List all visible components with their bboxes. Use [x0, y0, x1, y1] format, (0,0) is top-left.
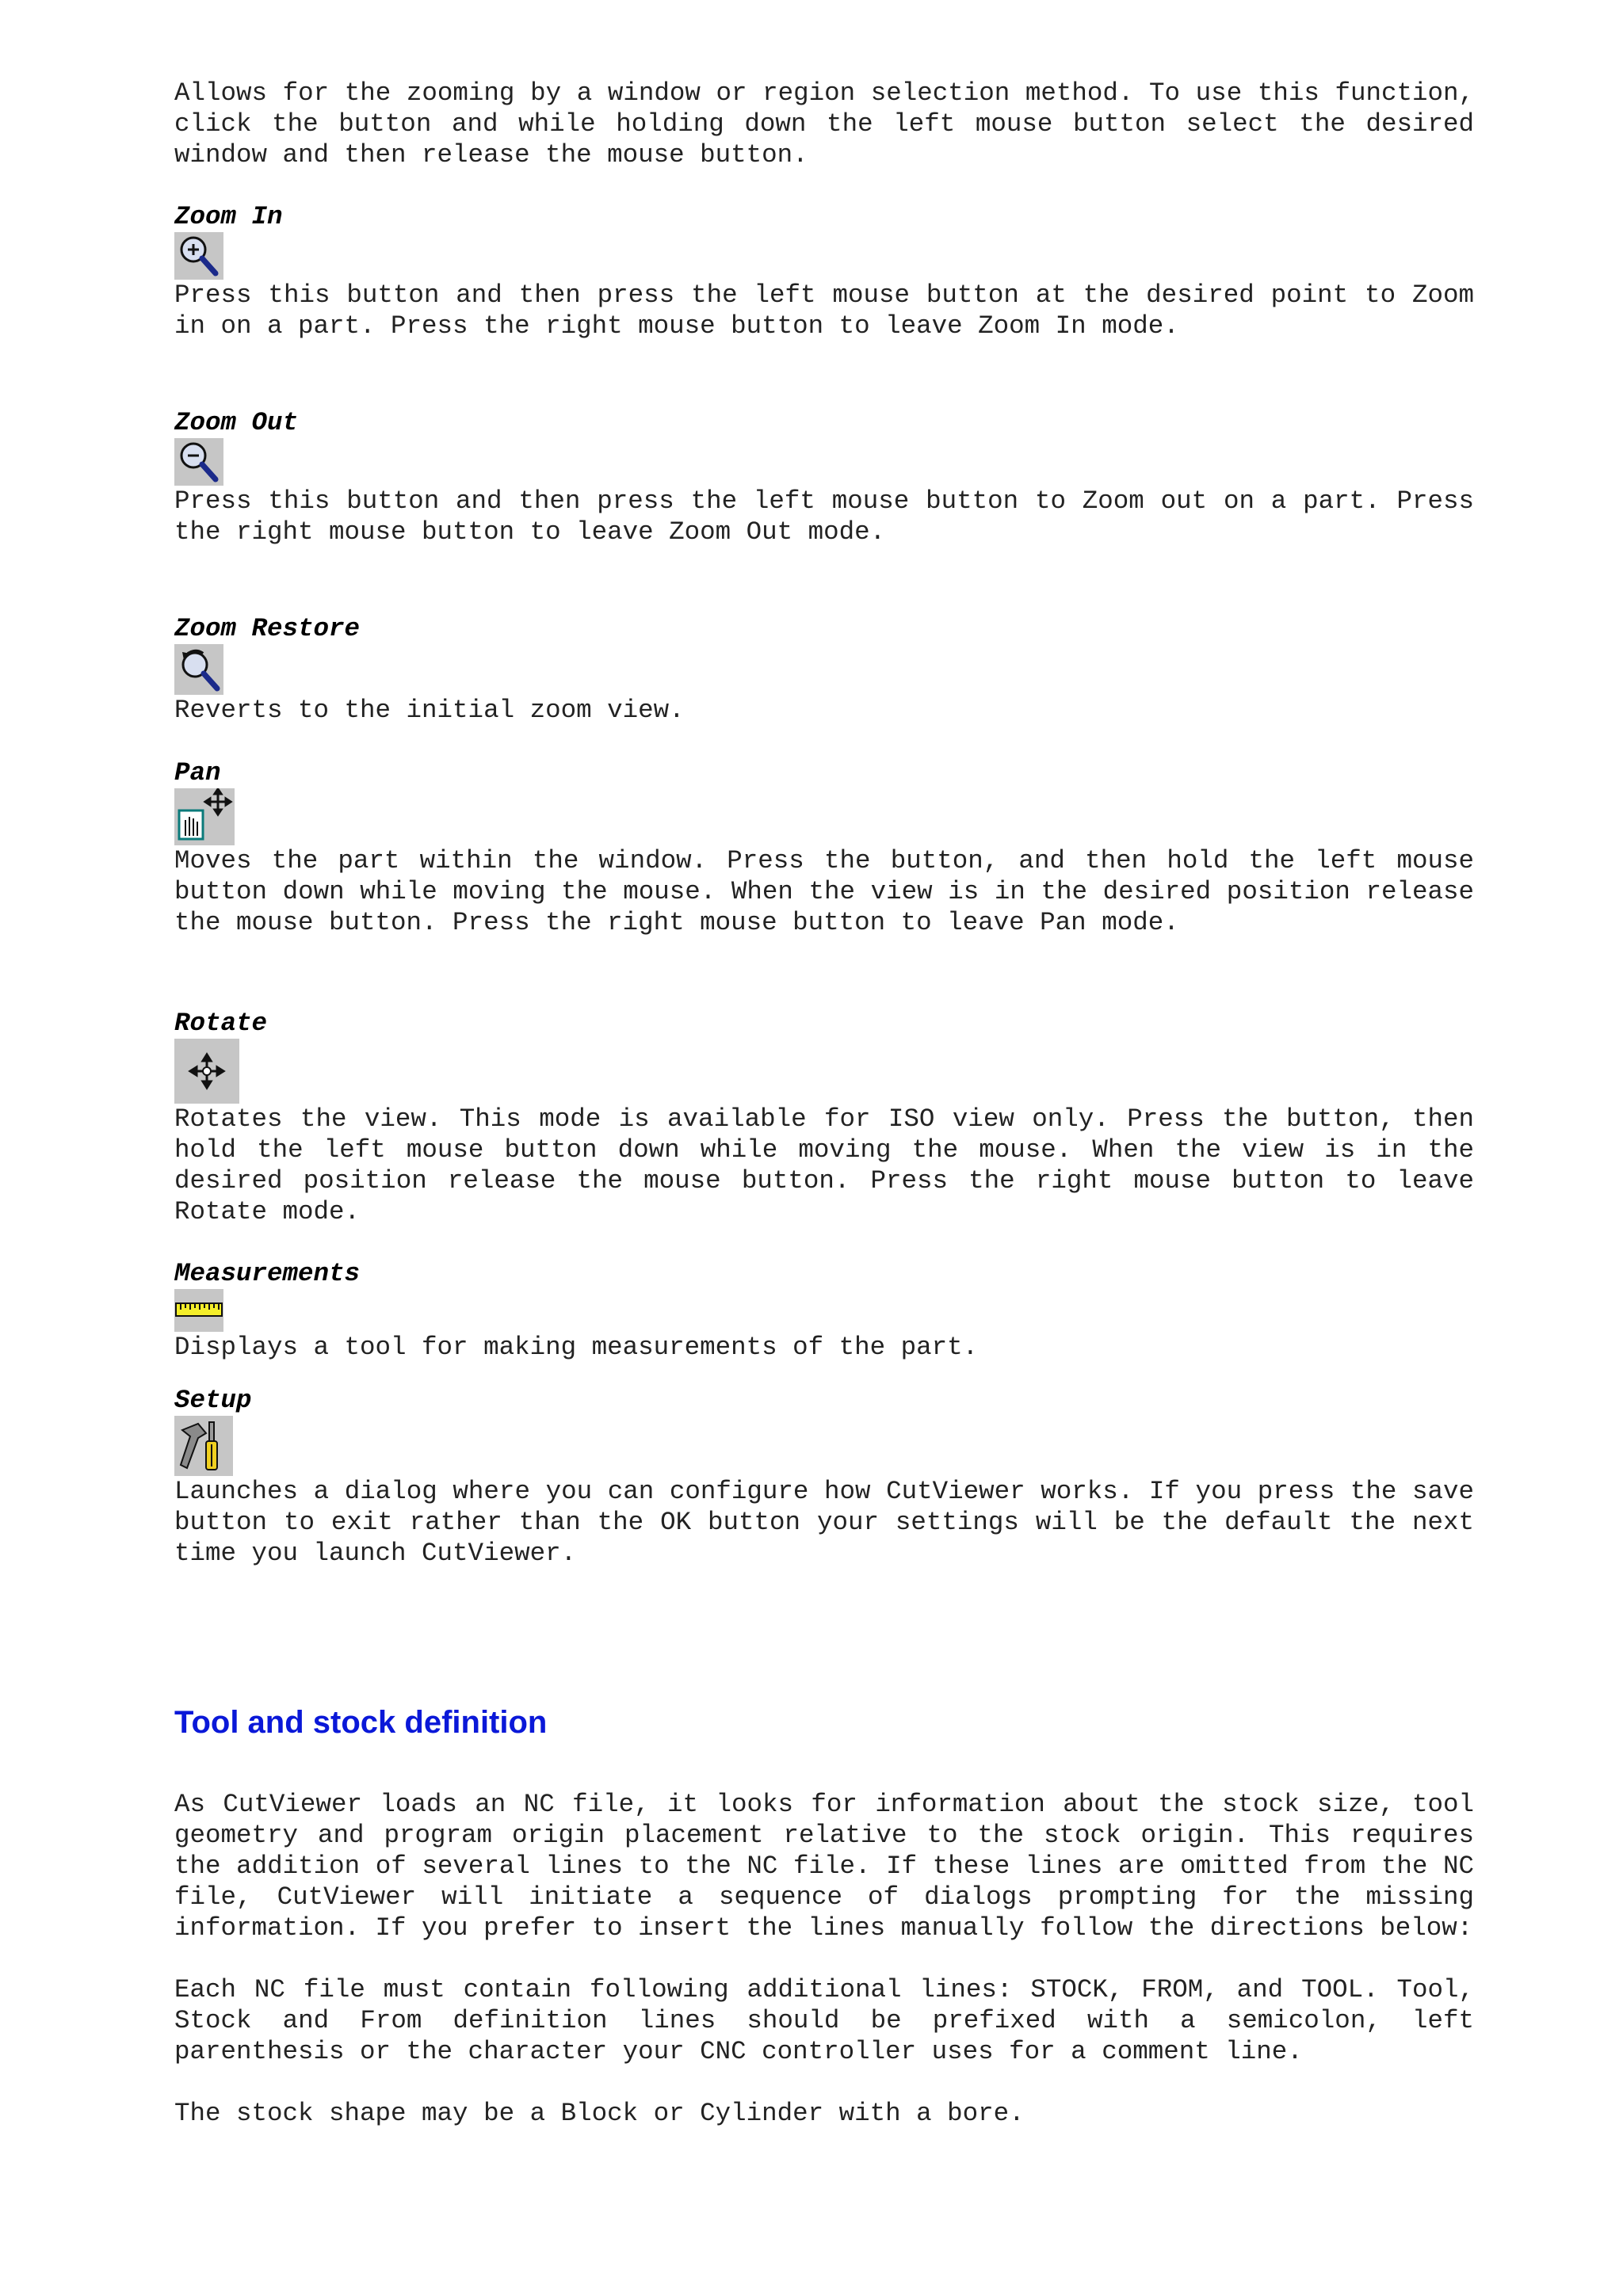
pan-heading: Pan — [174, 758, 221, 788]
zoom-in-heading: Zoom In — [174, 202, 283, 231]
rotate-heading: Rotate — [174, 1009, 268, 1038]
pan-section — [174, 757, 1474, 938]
zoom-restore-icon[interactable] — [174, 644, 223, 695]
zoom-in-icon[interactable] — [174, 232, 223, 280]
pan-hand-icon[interactable] — [174, 788, 235, 845]
section-body — [174, 1789, 1474, 2129]
setup-description: Launches a dialog where you can configure how CutViewer works. If you press the save button to exit rather than the OK button your settings will be the default the next time you launch CutViewer. — [174, 1477, 1474, 1568]
zoom-in-description: Press this button and then press the left mouse button at the desired point to Zoom in on a part. Press the right mouse button to leave Zoom In mode. — [174, 280, 1474, 341]
zoom-out-section — [174, 407, 1474, 547]
measurements-description: Displays a tool for making measurements of the part. — [174, 1333, 979, 1362]
zoom-out-icon[interactable] — [174, 438, 223, 486]
section-paragraph-2: Each NC file must contain following additional lines: STOCK, FROM, and TOOL. Tool, Stock and From definition lines should be prefixed with a semicolon, left parenthesis or the character your CNC controller uses for a comment line. — [174, 1975, 1474, 2066]
zoom-in-section — [174, 201, 1474, 341]
measurements-heading: Measurements — [174, 1259, 361, 1288]
section-title: Tool and stock definition — [174, 1705, 548, 1740]
intro-block — [174, 78, 1474, 170]
zoom-restore-heading: Zoom Restore — [174, 614, 361, 643]
intro-paragraph: Allows for the zooming by a window or region selection method. To use this function, click the button and while holding down the left mouse button select the desired window and then release the mouse button. — [174, 78, 1474, 170]
pan-description: Moves the part within the window. Press the button, and then hold the left mouse button down while moving the mouse. When the view is in the desired position release the mouse button. Press the right mouse button to leave Pan mode. — [174, 846, 1474, 937]
setup-tools-icon[interactable] — [174, 1416, 233, 1476]
measurements-section — [174, 1258, 1474, 1363]
zoom-restore-section — [174, 613, 1474, 726]
rotate-description: Rotates the view. This mode is available for ISO view only. Press the button, then hold the left mouse button down while moving the mouse. When the view is in the desired position release the mouse button. Press the right mouse button to leave Rotate mode. — [174, 1104, 1474, 1226]
zoom-restore-description: Reverts to the initial zoom view. — [174, 696, 685, 725]
setup-section — [174, 1385, 1474, 1569]
section-paragraph-3: The stock shape may be a Block or Cylinder with a bore. — [174, 2099, 1025, 2128]
setup-heading: Setup — [174, 1386, 252, 1415]
ruler-icon[interactable] — [174, 1289, 223, 1332]
rotate-arrows-icon[interactable] — [174, 1039, 239, 1104]
zoom-out-heading: Zoom Out — [174, 408, 299, 437]
rotate-section — [174, 1008, 1474, 1227]
zoom-out-description: Press this button and then press the left mouse button to Zoom out on a part. Press the right mouse button to leave Zoom Out mode. — [174, 486, 1474, 547]
tool-stock-section — [174, 1703, 1474, 1741]
section-paragraph-1: As CutViewer loads an NC file, it looks for information about the stock size, tool geometry and program origin placement relative to the stock origin. This requires the addition of several lines to the NC file. If these lines are omitted from the NC file, CutViewer will initiate a sequence of dialogs prompting for the missing information. If you prefer to insert the lines manually follow the directions below: — [174, 1790, 1474, 1943]
